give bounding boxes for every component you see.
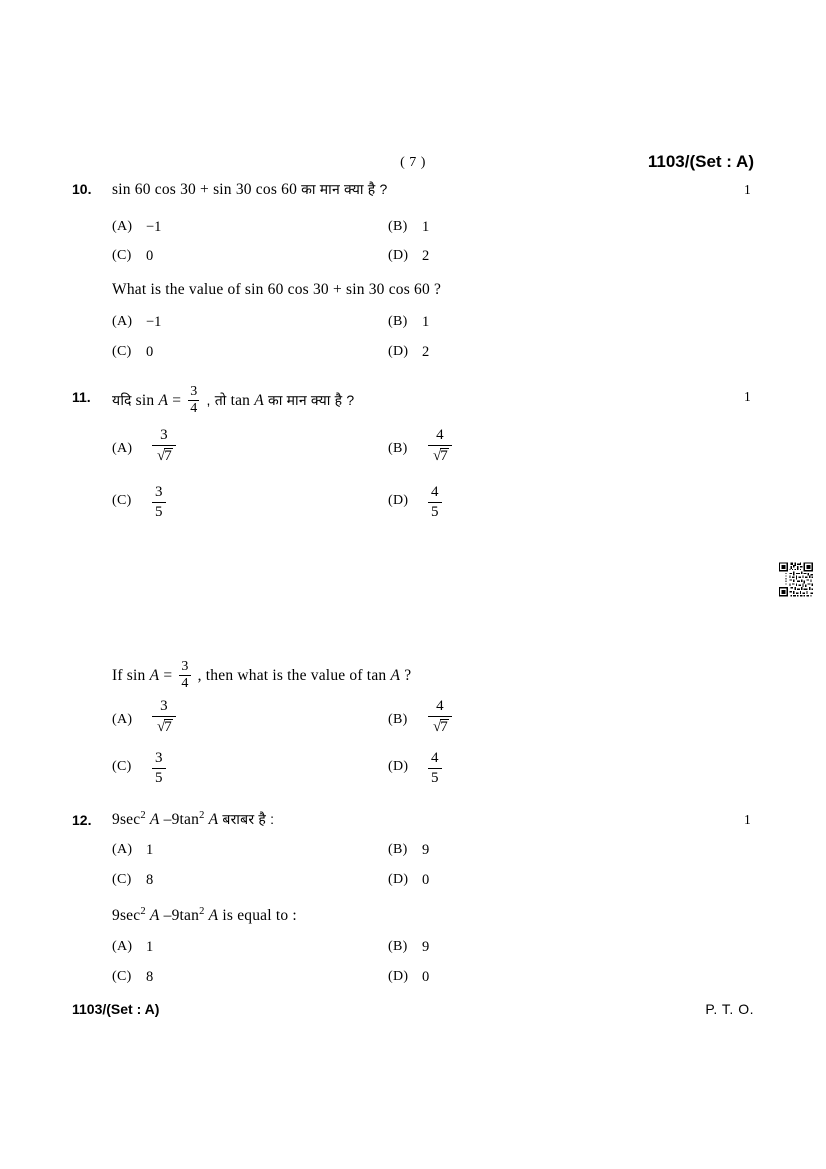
option-c-numerator: 3 [155, 484, 163, 500]
question-10-hindi-option-a-value[interactable]: −1 [146, 219, 162, 235]
question-11-english-option-a-value[interactable] [152, 699, 176, 735]
question-10-english-text: What is the value of sin 60 cos 30 + sin 30 cos 60 ? [112, 281, 442, 298]
question-10-english-option-b-value[interactable]: 1 [422, 314, 430, 330]
question-11-hindi-tail: का मान क्या है ? [267, 392, 355, 409]
question-11-english-option-d-value[interactable] [428, 751, 442, 786]
question-10-hindi-option-a-label[interactable]: (A) [112, 219, 133, 234]
qr-code [775, 561, 818, 599]
question-12-hindi-option-d-value[interactable]: 0 [422, 872, 430, 888]
question-12-english-minus: – [163, 907, 172, 924]
question-11-english-option-d-label[interactable]: (D) [388, 759, 409, 774]
question-11-hindi-fraction-denominator: 4 [190, 401, 198, 416]
sqrt-icon: √7 [433, 719, 448, 735]
question-11-english-fraction-numerator: 3 [181, 659, 189, 674]
qr-code-icon [775, 561, 818, 599]
question-12-hindi-text [112, 810, 274, 829]
question-12-english-expr-a-var: A [149, 907, 160, 924]
question-11-hindi-option-b-value[interactable] [428, 428, 452, 464]
question-12-hindi-tail: बराबर है : [222, 811, 275, 827]
option-b-denominator [428, 716, 452, 735]
question-11-hindi-tan: tan [230, 392, 251, 410]
question-10-number: 10. [72, 181, 92, 197]
question-11-hindi-option-c-label[interactable]: (C) [112, 493, 132, 508]
question-10-english-option-d-label[interactable]: (D) [388, 344, 409, 359]
option-a-radicand: 7 [164, 448, 172, 464]
sqrt-icon: √7 [157, 719, 172, 735]
question-11-hindi-option-d-label[interactable]: (D) [388, 493, 409, 508]
question-12-english-option-a-label[interactable]: (A) [112, 939, 133, 954]
page-number: ( 7 ) [400, 155, 426, 170]
option-a-numerator: 3 [160, 427, 168, 443]
question-11-english-mid: , then what is the value of tan [197, 667, 387, 685]
question-12-hindi-option-a-label[interactable]: (A) [112, 842, 133, 857]
option-d-denominator: 5 [428, 502, 442, 520]
question-11-english-option-b-label[interactable]: (B) [388, 712, 408, 727]
question-11-hindi-fraction [188, 385, 199, 416]
question-12-hindi-option-c-value[interactable]: 8 [146, 872, 154, 888]
question-12-hindi-expr-a-var: A [149, 811, 160, 828]
question-11-english-var2: A [390, 667, 401, 685]
question-10-hindi-math: sin 60 cos 30 + sin 30 cos 60 [112, 181, 298, 198]
question-12-english-option-c-label[interactable]: (C) [112, 969, 132, 984]
question-11-english-option-c-label[interactable]: (C) [112, 759, 132, 774]
option-d-denominator: 5 [428, 768, 442, 786]
question-11-english-tail: ? [404, 667, 412, 685]
question-10-hindi-option-d-value[interactable]: 2 [422, 248, 430, 264]
question-11-english-fraction-denominator: 4 [181, 676, 189, 691]
question-11-english-text [112, 661, 411, 692]
question-10-hindi-option-b-value[interactable]: 1 [422, 219, 430, 235]
option-b-numerator: 4 [436, 427, 444, 443]
question-11-hindi-mid: , तो [206, 392, 227, 409]
header-paper-code: 1103/(Set : A) [647, 152, 754, 171]
option-c-numerator: 3 [155, 750, 163, 766]
question-11-hindi-var: A [158, 392, 169, 410]
question-11-english-var: A [149, 667, 160, 685]
question-11-english-lead: If sin [112, 667, 146, 685]
question-12-hindi-option-b-value[interactable]: 9 [422, 842, 430, 858]
question-11-hindi-lead: यदि [112, 392, 132, 409]
question-10-marks: 1 [744, 182, 751, 197]
question-10-english-option-c-label[interactable]: (C) [112, 344, 132, 359]
option-a-denominator [152, 445, 176, 464]
question-11-hindi-eq: = [172, 392, 182, 410]
question-11-hindi-fraction-numerator: 3 [190, 384, 198, 399]
question-12-hindi-option-b-label[interactable]: (B) [388, 842, 408, 857]
question-12-english-option-d-label[interactable]: (D) [388, 969, 409, 984]
question-10-english-option-a-label[interactable]: (A) [112, 314, 133, 329]
question-12-hindi-option-d-label[interactable]: (D) [388, 872, 409, 887]
question-10-english-option-d-value[interactable]: 2 [422, 344, 430, 360]
question-10-english-option-a-value[interactable]: −1 [146, 314, 162, 330]
question-11-hindi-text [112, 386, 354, 417]
option-d-numerator: 4 [431, 484, 439, 500]
question-11-english-option-b-value[interactable] [428, 699, 452, 735]
question-10-english-option-c-value[interactable]: 0 [146, 344, 154, 360]
footer-paper-code: 1103/(Set : A) [72, 1001, 160, 1017]
question-12-hindi-expr-b-exponent: 2 [199, 809, 205, 821]
option-c-denominator: 5 [152, 768, 166, 786]
question-10-hindi-text [112, 180, 388, 199]
question-11-hindi-option-a-value[interactable] [152, 428, 176, 464]
question-12-english-expr-b-var: A [208, 907, 219, 924]
option-a-denominator [152, 716, 176, 735]
question-12-english-option-c-value[interactable]: 8 [146, 969, 154, 985]
question-11-hindi-sin: sin [135, 392, 155, 410]
question-12-english-text [112, 907, 297, 925]
question-11-english-eq: = [163, 667, 173, 685]
question-11-hindi-option-c-value[interactable] [152, 485, 166, 520]
question-12-english-expr-b-exponent: 2 [199, 905, 205, 917]
question-12-hindi-option-c-label[interactable]: (C) [112, 872, 132, 887]
question-10-hindi-option-c-label[interactable]: (C) [112, 248, 132, 263]
question-12-hindi-expr-b-var: A [208, 811, 219, 828]
question-11-hindi-var2: A [254, 392, 264, 410]
question-10-hindi-option-b-label[interactable]: (B) [388, 219, 408, 234]
question-12-hindi-expr-a-exponent: 2 [140, 809, 146, 821]
question-11-hindi-option-b-label[interactable]: (B) [388, 441, 408, 456]
option-b-denominator [428, 445, 452, 464]
question-12-hindi-expr-a: 9sec [112, 811, 141, 828]
question-12-hindi-option-a-value[interactable]: 1 [146, 842, 154, 858]
question-10-hindi-option-c-value[interactable]: 0 [146, 248, 154, 264]
question-12-number: 12. [72, 812, 92, 828]
question-11-english-fraction [179, 660, 190, 691]
option-d-numerator: 4 [431, 750, 439, 766]
question-12-hindi-minus: – [163, 811, 172, 828]
question-11-english-option-c-value[interactable] [152, 751, 166, 786]
option-a-radicand: 7 [164, 719, 172, 735]
question-10-hindi-option-d-label[interactable]: (D) [388, 248, 409, 263]
option-b-numerator: 4 [436, 698, 444, 714]
question-12-hindi-expr-b: 9tan [171, 811, 200, 828]
question-11-english-option-a-label[interactable]: (A) [112, 712, 133, 727]
sqrt-icon: √7 [157, 448, 172, 464]
footer-pto: P. T. O. [705, 1001, 754, 1017]
question-12-english-expr-a-exponent: 2 [140, 905, 146, 917]
question-12-english-option-d-value[interactable]: 0 [422, 969, 430, 985]
question-10-english-option-b-label[interactable]: (B) [388, 314, 408, 329]
option-c-denominator: 5 [152, 502, 166, 520]
question-11-hindi-option-d-value[interactable] [428, 485, 442, 520]
question-12-marks: 1 [744, 812, 751, 827]
option-b-radicand: 7 [440, 448, 448, 464]
question-12-english-option-b-label[interactable]: (B) [388, 939, 408, 954]
question-11-marks: 1 [744, 389, 751, 404]
question-12-english-option-a-value[interactable]: 1 [146, 939, 154, 955]
question-12-english-expr-b: 9tan [171, 907, 200, 924]
question-12-english-tail: is equal to : [222, 907, 297, 924]
option-b-radicand: 7 [440, 719, 448, 735]
option-a-numerator: 3 [160, 698, 168, 714]
question-10-hindi-tail: का मान क्या है ? [301, 181, 388, 197]
question-12-english-option-b-value[interactable]: 9 [422, 939, 430, 955]
question-12-english-expr-a: 9sec [112, 907, 141, 924]
sqrt-icon: √7 [433, 448, 448, 464]
question-11-number: 11. [72, 389, 91, 405]
question-11-hindi-option-a-label[interactable]: (A) [112, 441, 133, 456]
